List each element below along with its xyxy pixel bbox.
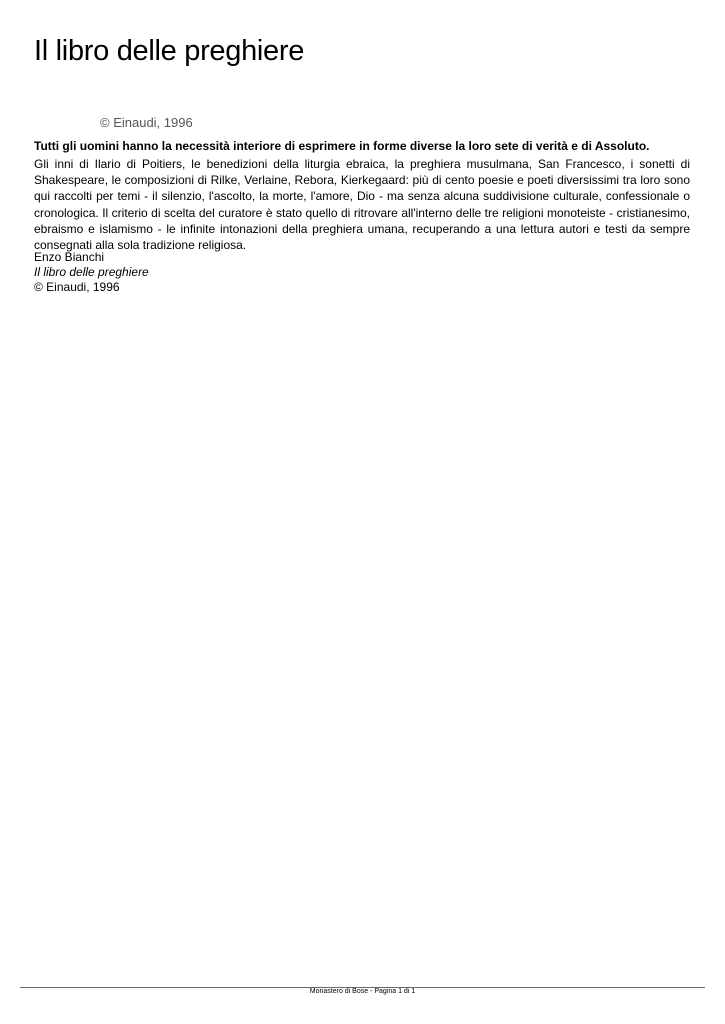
- signature-block: [34, 250, 149, 295]
- author-name: Enzo Bianchi: [34, 250, 105, 264]
- page-title: Il libro delle preghiere: [34, 35, 305, 67]
- body-paragraph: Gli inni di Ilario di Poitiers, le benedizioni della liturgia ebraica, la preghiera musulmana, San Francesco, i sonetti di Shakespeare, le composizioni di Rilke, Verlaine, Rebora, Kierkegaard: più di cento poesie e poeti diversissimi tra loro sono qui raccolti per temi - il silenzio, l'ascolto, la morte, l'amore, Dio - ma senza alcuna suddivisione culturale, confessionale o cronologica. Il criterio di scelta del curatore è stato quello di ritrovare all'interno delle tre religioni monoteiste - cristianesimo, ebraismo e islamismo - le infinite intonazioni della preghiera umana, recuperando a una lettura autori e testi da sempre consegnati alla sola tradizione religiosa.: [34, 157, 690, 253]
- publisher-notice: © Einaudi, 1996: [34, 280, 120, 294]
- book-title: Il libro delle preghiere: [34, 265, 149, 279]
- footer-page-info: Monastero di Bose - Pagina 1 di 1: [309, 988, 416, 995]
- lead-paragraph: Tutti gli uomini hanno la necessità interiore di esprimere in forme diverse la loro sete di verità e di Assoluto.: [34, 139, 650, 153]
- copyright-notice: © Einaudi, 1996: [100, 115, 193, 130]
